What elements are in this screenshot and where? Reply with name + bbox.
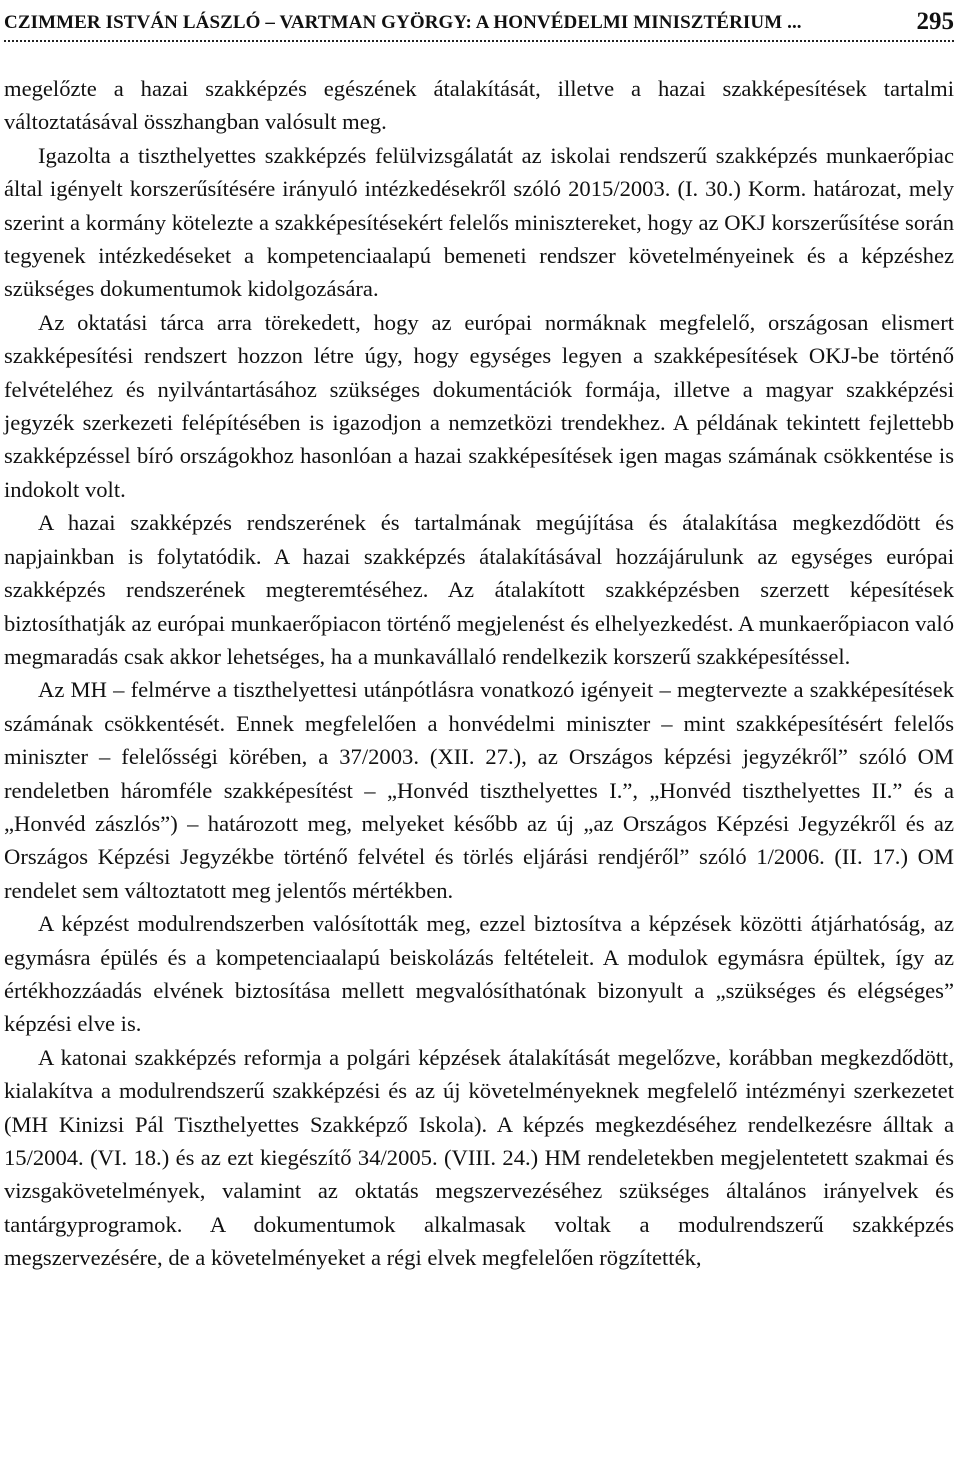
paragraph: Igazolta a tiszthelyettes szakképzés felülvizsgálatát az iskolai rendszerű szakképzés munkaerőpiac által igényelt korszerűsítésére irányuló intézkedésekről szóló 2015/2003. (I. 30.) Korm. határozat, mely szerint a kormány kötelezte a szakképesítésekért felelős minisztereket, hogy az OKJ korszerűsítése során tegyenek intézkedéseket a kompetenciaalapú bemeneti rendszer követelményeinek és a képzéshez szükséges dokumentumok kidolgozására. xyxy=(4,142,954,302)
paragraph: A hazai szakképzés rendszerének és tartalmának megújítása és átalakítása megkezdődött és napjainkban is folytatódik. A hazai szakképzés átalakításával hozzájárulunk az egységes európai szakképzés rendszerének megteremtéséhez. Az átalakított szakképzésben szerzett képesítések biztosíthatják az európai munkaerőpiacon történő megjelenést és elhelyezkedést. A munkaerőpiacon való megmaradás csak akkor lehetséges, ha a munkavállaló rendelkezik korszerű szakképesítéssel. xyxy=(4,510,954,669)
paragraph: A képzést modulrendszerben valósították meg, ezzel biztosítva a képzések közötti átjárhatóság, az egymásra épülés és a kompetenciaalapú beiskolázás feltételeit. A modulok egymásra épültek, így az értékhozzáadás elvének biztosítása mellett megvalósíthatónak bizonyult a „szükséges és elégséges” képzési elve is. xyxy=(4,911,954,1037)
paragraph: Az oktatási tárca arra törekedett, hogy az európai normáknak megfelelő, országosan elismert szakképesítési rendszert hozzon létre úgy, hogy egységes legyen a szakképesítések OKJ-be történő felvételéhez és nyilvántartásához szükséges dokumentációk formája, illetve a magyar szakképzési jegyzék szerkezeti felépítésében is igazodjon a nemzetközi trendekhez. A példának tekintett fejlettebb szakképzéssel bíró országokhoz hasonlóan a hazai szakképesítések igen magas számának csökkentése is indokolt volt. xyxy=(4,309,954,502)
body-text xyxy=(4,72,954,1275)
running-head xyxy=(4,0,954,34)
paragraph: Az MH – felmérve a tiszthelyettesi utánpótlásra vonatkozó igényeit – megtervezte a szakképesítések számának csökkentését. Ennek megfelelően a honvédelmi miniszter – mint szakképesítésért felelős miniszter – felelősségi körében, a 37/2003. (XII. 27.), az Országos képzési jegyzékről” szóló OM rendeletben háromféle szakképesítést – „Honvéd tiszthelyettes I.”, „Honvéd tiszthelyettes II.” és a „Honvéd zászlós”) – határozott meg, melyeket később az új „az Országos Képzési Jegyzékről és az Országos Képzési Jegyzékbe történő felvétel és törlés eljárási rendjéről” szóló 1/2006. (II. 17.) OM rendelet sem változtatott meg jelentős mértékben. xyxy=(4,677,954,903)
header-dotted-rule xyxy=(4,40,954,42)
paragraph: A katonai szakképzés reformja a polgári képzések átalakítását megelőzve, korábban megkezdődött, kialakítva a modulrendszerű szakképzési és az új követelményeknek megfelelő intézményi szerkezetet (MH Kinizsi Pál Tiszthelyettes Szakképző Iskola). A képzés megkezdéséhez rendelkezésre álltak a 15/2004. (VI. 18.) és az ezt kiegészítő 34/2005. (VIII. 24.) HM rendeletekben megjelentetett szakmai és vizsgakövetelmények, valamint az oktatás megszervezéséhez szükséges általános irányelvek és tantárgyprogramok. A dokumentumok alkalmasak voltak a modulrendszerű szakképzés megszervezésére, de a követelményeket a régi elvek megfelelően rögzítették, xyxy=(4,1044,954,1271)
page-number: 295 xyxy=(916,8,954,35)
paragraph-continuation: megelőzte a hazai szakképzés egészének átalakítását, illetve a hazai szakképesítések tartalmi változtatásával összhangban valósult meg. xyxy=(4,76,954,135)
running-title: CZIMMER ISTVÁN LÁSZLÓ – VARTMAN GYÖRGY: A HONVÉDELMI MINISZTÉRIUM ... xyxy=(4,12,802,33)
